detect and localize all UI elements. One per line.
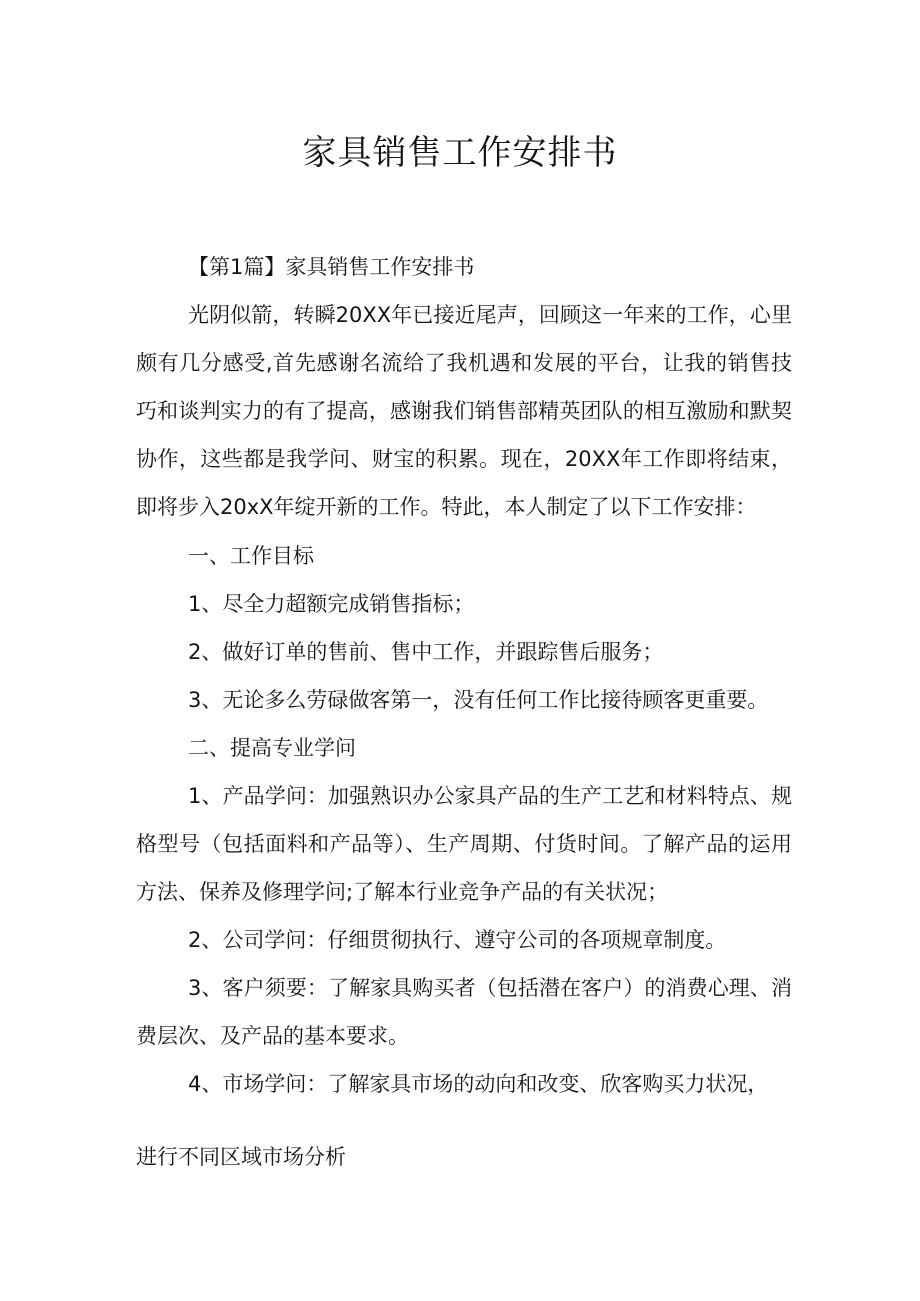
intro-paragraph: 光阴似箭，转瞬20XX年已接近尾声，回顾这一年来的工作，心里颇有几分感受,首先感谢名流给了我机遇和发展的平台，让我的销售技巧和谈判实力的有了提高，感谢我们销售部精英团队的相互激励和默契协作，这些都是我学问、财宝的积累。现在，20XX年工作即将结束，即将步入20xX年绽开新的工作。特此，本人制定了以下工作安排：: [136, 303, 792, 519]
goal-item-2: 2、做好订单的售前、售中工作，并跟踪售后服务；: [188, 640, 664, 664]
trailing-line: 进行不同区域市场分析: [136, 1145, 346, 1169]
knowledge-item-4: 4、市场学问：了解家具市场的动向和改变、欣客购买力状况，: [188, 1072, 769, 1096]
document-title: 家具销售工作安排书: [302, 133, 618, 173]
knowledge-item-1: 1、产品学问：加强熟识办公家具产品的生产工艺和材料特点、规格型号（包括面料和产品等）、生产周期、付货时间。了解产品的运用方法、保养及修理学问;了解本行业竞争产品的有关状况；: [136, 784, 792, 904]
knowledge-item-2: 2、公司学问：仔细贯彻执行、遵守公司的各项规章制度。: [188, 928, 727, 952]
goals-heading: 一、工作目标: [188, 544, 314, 568]
knowledge-item-3: 3、客户须要：了解家具购买者（包括潜在客户）的消费心理、消费层次、及产品的基本要求。: [136, 976, 792, 1048]
knowledge-heading: 二、提高专业学问: [188, 736, 356, 760]
goal-item-1: 1、尽全力超额完成销售指标；: [188, 592, 475, 616]
section-heading: 【第1篇】家具销售工作安排书: [188, 255, 475, 279]
goal-item-3: 3、无论多么劳碌做客第一，没有任何工作比接待顾客更重要。: [188, 688, 769, 712]
